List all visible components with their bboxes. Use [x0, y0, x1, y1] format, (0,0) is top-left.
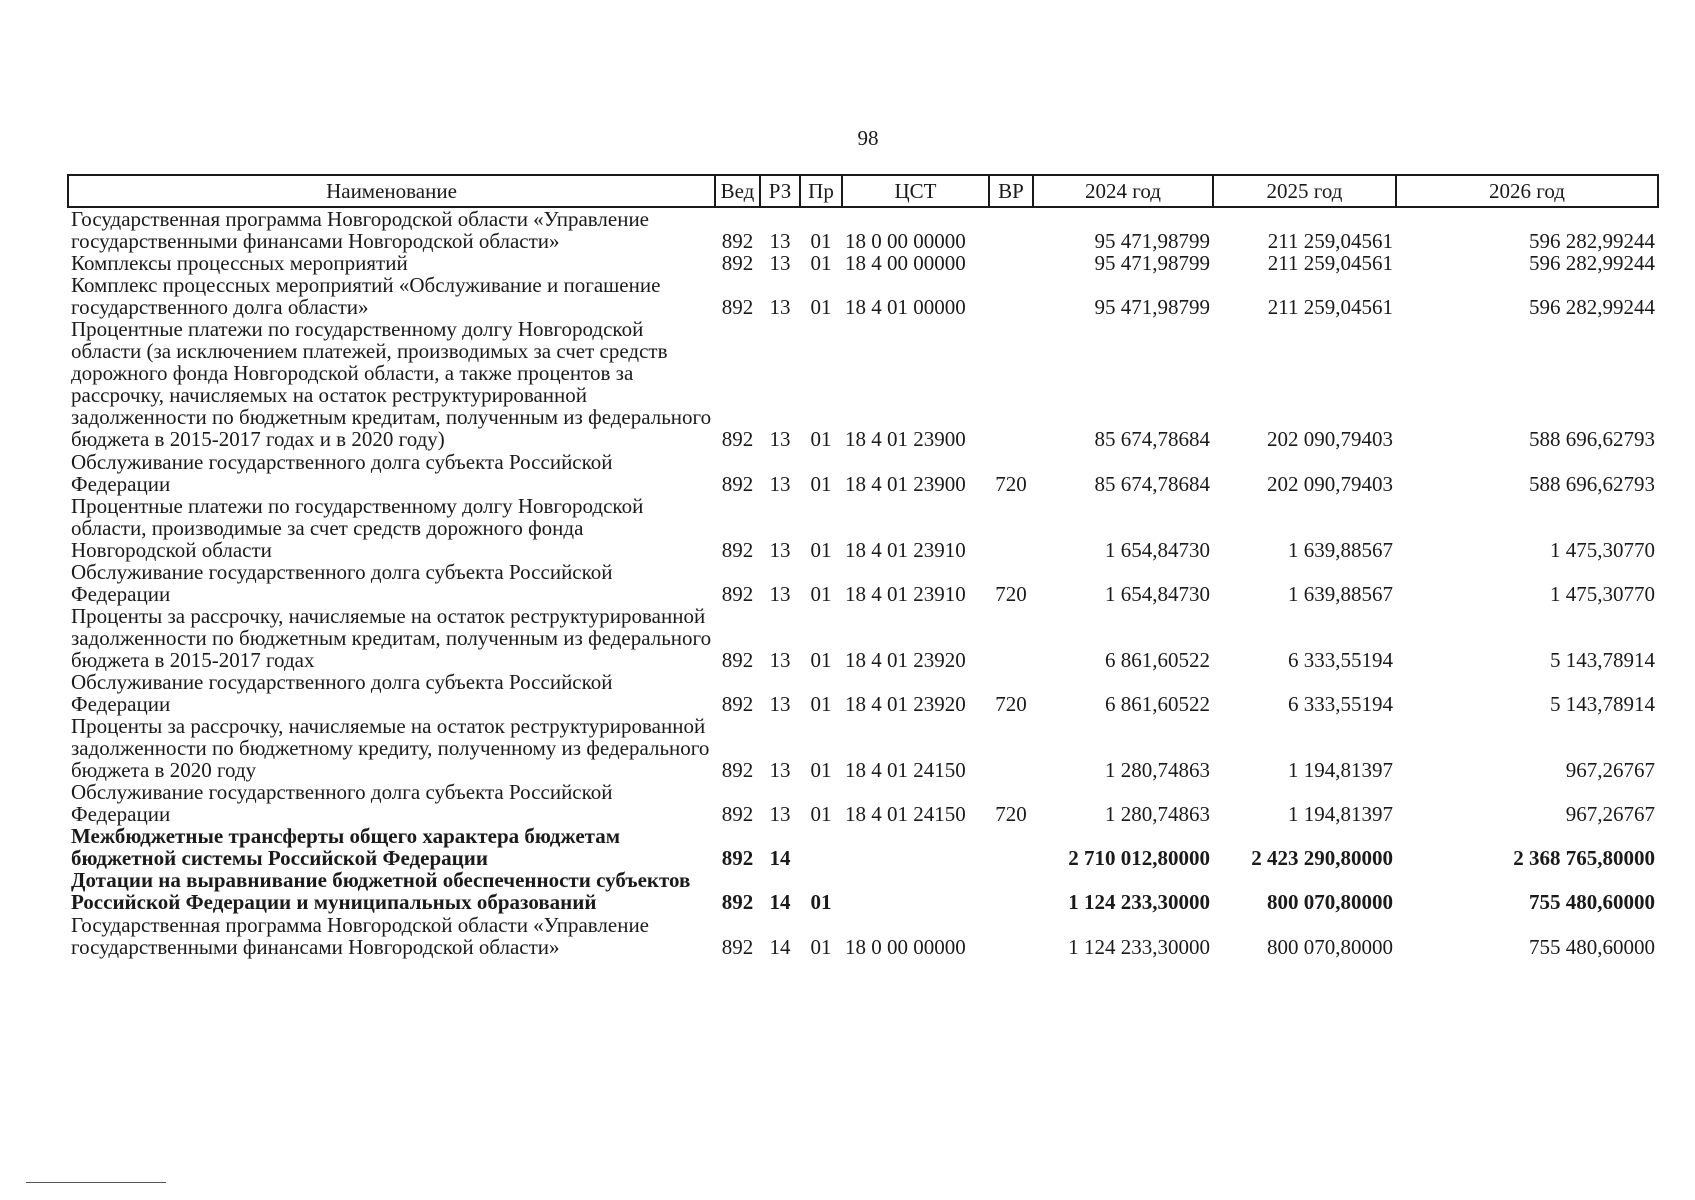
cell-y2025: 1 194,81397: [1288, 758, 1393, 783]
cell-y2025: 1 639,88567: [1288, 581, 1393, 606]
footer-divider: [26, 1182, 166, 1183]
cell-y2025: 1 639,88567: [1288, 537, 1393, 562]
cell-cst: 18 0 00 00000: [845, 229, 966, 254]
cell-cst: 18 4 00 00000: [845, 251, 966, 276]
cell-name: Обслуживание государственного долга субъекта Российской Федерации: [71, 780, 613, 827]
header-vr: ВР: [989, 175, 1033, 207]
header-ved: Вед: [715, 175, 760, 207]
cell-cst: [842, 825, 989, 869]
cell-y2025: 211 259,04561: [1267, 251, 1393, 276]
cell-rz: 13: [769, 537, 791, 562]
cell-name: Государственная программа Новгородской области «Управление государственными финансами Новгородской области»: [71, 912, 650, 959]
cell-cst: 18 4 01 23920: [845, 692, 966, 717]
budget-table: [67, 174, 1659, 958]
cell-y2026: 2 368 765,80000: [1513, 846, 1655, 871]
cell-cst: 18 4 01 24150: [845, 802, 966, 827]
cell-rz: 14: [769, 934, 791, 959]
table-row: [68, 605, 1658, 671]
cell-y2024: 1 280,74863: [1105, 802, 1210, 827]
table-row: [68, 207, 1658, 252]
table-row: [68, 715, 1658, 781]
cell-y2024: 95 471,98799: [1094, 295, 1210, 320]
cell-ved: 892: [721, 427, 754, 452]
cell-pr: 01: [810, 295, 832, 320]
cell-pr: 01: [810, 802, 832, 827]
cell-ved: 892: [721, 251, 754, 276]
cell-y2026: 588 696,62793: [1529, 427, 1655, 452]
cell-y2024: 1 280,74863: [1105, 758, 1210, 783]
cell-y2026: 5 143,78914: [1550, 692, 1655, 717]
cell-cst: 18 4 01 24150: [845, 758, 966, 783]
cell-vr: [989, 715, 1033, 781]
header-2026: 2026 год: [1396, 175, 1658, 207]
cell-pr: 01: [810, 758, 832, 783]
cell-pr: 01: [810, 692, 832, 717]
cell-y2024: 1 654,84730: [1105, 537, 1210, 562]
table-row: [68, 561, 1658, 605]
cell-rz: 13: [769, 427, 791, 452]
cell-ved: 892: [721, 647, 754, 672]
cell-name: Обслуживание государственного долга субъекта Российской Федерации: [71, 449, 613, 496]
cell-rz: 14: [769, 846, 791, 871]
cell-y2024: 85 674,78684: [1094, 471, 1210, 496]
header-cst: ЦСТ: [842, 175, 989, 207]
cell-vr: [989, 318, 1033, 450]
header-pr: Пр: [800, 175, 842, 207]
cell-y2026: 755 480,60000: [1529, 890, 1655, 915]
cell-y2025: 211 259,04561: [1267, 229, 1393, 254]
table-row: [68, 671, 1658, 715]
cell-y2025: 1 194,81397: [1288, 802, 1393, 827]
cell-pr: [800, 825, 842, 869]
cell-ved: 892: [721, 295, 754, 320]
cell-pr: 01: [810, 229, 832, 254]
header-rz: РЗ: [760, 175, 800, 207]
cell-y2024: 1 124 233,30000: [1068, 934, 1210, 959]
cell-pr: 01: [810, 427, 832, 452]
cell-y2025: 2 423 290,80000: [1251, 846, 1393, 871]
cell-y2026: 5 143,78914: [1550, 647, 1655, 672]
table-row: [68, 318, 1658, 450]
cell-cst: 18 4 01 23910: [845, 581, 966, 606]
cell-vr: [989, 495, 1033, 561]
cell-y2026: 1 475,30770: [1550, 581, 1655, 606]
cell-vr: [989, 207, 1033, 252]
cell-rz: 13: [769, 802, 791, 827]
cell-name: Обслуживание государственного долга субъекта Российской Федерации: [71, 669, 613, 717]
cell-name: Процентные платежи по государственному долгу Новгородской области (за исключением платежей, производимых за счет средств дорожного фонда Новгородской области, а также процентов за рассрочку, начисляемых на остаток реструктурированной задолженности по бюджетным кредитам, полученным из федерального бюджета в 2015-2017 годах и в 2020 году): [71, 317, 712, 452]
header-2024: 2024 год: [1033, 175, 1213, 207]
table-row: [68, 781, 1658, 825]
cell-y2024: 95 471,98799: [1094, 251, 1210, 276]
cell-pr: 01: [810, 537, 832, 562]
table-row: [68, 451, 1658, 495]
cell-name: Обслуживание государственного долга субъекта Российской Федерации: [71, 559, 613, 606]
cell-cst: 18 4 01 23900: [845, 471, 966, 496]
cell-y2026: 967,26767: [1565, 802, 1655, 827]
table-header-row: [68, 175, 1658, 207]
cell-ved: 892: [721, 471, 754, 496]
cell-vr: 720: [995, 692, 1027, 717]
table-row: [68, 825, 1658, 869]
cell-name: Межбюджетные трансферты общего характера бюджетам бюджетной системы Российской Федерации: [71, 824, 621, 871]
cell-pr: 01: [810, 581, 832, 606]
cell-pr: 01: [810, 251, 832, 276]
cell-vr: [989, 252, 1033, 274]
cell-ved: 892: [721, 692, 754, 717]
cell-rz: 13: [769, 581, 791, 606]
table-row: [68, 274, 1658, 318]
cell-ved: 892: [721, 537, 754, 562]
cell-y2024: 6 861,60522: [1105, 647, 1210, 672]
cell-name: Комплекс процессных мероприятий «Обслуживание и погашение государственного долга области»: [71, 273, 661, 320]
cell-ved: 892: [721, 846, 754, 871]
cell-y2026: 596 282,99244: [1529, 295, 1655, 320]
cell-y2024: 1 654,84730: [1105, 581, 1210, 606]
cell-vr: 720: [995, 581, 1027, 606]
cell-y2026: 596 282,99244: [1529, 251, 1655, 276]
page-number: 98: [857, 126, 879, 150]
cell-pr: 01: [810, 934, 832, 959]
header-2025: 2025 год: [1213, 175, 1396, 207]
cell-y2025: 800 070,80000: [1267, 934, 1393, 959]
cell-y2025: 202 090,79403: [1267, 427, 1393, 452]
cell-cst: 18 4 01 23900: [845, 427, 966, 452]
table-row: [68, 914, 1658, 958]
cell-y2026: 588 696,62793: [1529, 471, 1655, 496]
table-body: [68, 207, 1658, 958]
cell-name: Проценты за рассрочку, начисляемые на остаток реструктурированной задолженности по бюджетным кредитам, полученным из федерального бюджета в 2015-2017 годах: [71, 603, 712, 672]
cell-y2025: 211 259,04561: [1267, 295, 1393, 320]
cell-pr: 01: [810, 647, 832, 672]
cell-y2026: 967,26767: [1565, 758, 1655, 783]
cell-ved: 892: [721, 802, 754, 827]
cell-name: Дотации на выравнивание бюджетной обеспеченности субъектов Российской Федерации и муниципальных образований: [71, 868, 691, 915]
cell-y2025: 6 333,55194: [1288, 647, 1393, 672]
cell-rz: 13: [769, 295, 791, 320]
cell-y2025: 202 090,79403: [1267, 471, 1393, 496]
table-row: [68, 252, 1658, 274]
cell-cst: 18 4 01 00000: [845, 295, 966, 320]
cell-y2024: 1 124 233,30000: [1068, 890, 1210, 915]
cell-y2025: 6 333,55194: [1288, 692, 1393, 717]
cell-ved: 892: [721, 229, 754, 254]
cell-pr: 01: [810, 890, 832, 915]
cell-vr: [989, 825, 1033, 869]
cell-y2024: 85 674,78684: [1094, 427, 1210, 452]
cell-cst: 18 0 00 00000: [845, 934, 966, 959]
table-row: [68, 869, 1658, 913]
cell-y2025: 800 070,80000: [1267, 890, 1393, 915]
cell-vr: [989, 914, 1033, 958]
cell-y2024: 2 710 012,80000: [1068, 846, 1210, 871]
cell-name: Комплексы процессных мероприятий: [71, 251, 408, 276]
cell-vr: [989, 869, 1033, 913]
cell-y2026: 596 282,99244: [1529, 229, 1655, 254]
cell-y2026: 755 480,60000: [1529, 934, 1655, 959]
header-name: Наименование: [68, 175, 715, 207]
cell-ved: 892: [721, 934, 754, 959]
cell-rz: 13: [769, 692, 791, 717]
cell-vr: [989, 605, 1033, 671]
cell-y2024: 6 861,60522: [1105, 692, 1210, 717]
cell-vr: 720: [995, 802, 1027, 827]
cell-vr: 720: [995, 471, 1027, 496]
cell-y2026: 1 475,30770: [1550, 537, 1655, 562]
cell-rz: 13: [769, 647, 791, 672]
cell-cst: 18 4 01 23910: [845, 537, 966, 562]
cell-pr: 01: [810, 471, 832, 496]
cell-cst: 18 4 01 23920: [845, 647, 966, 672]
cell-rz: 13: [769, 229, 791, 254]
cell-name: Государственная программа Новгородской области «Управление государственными финансами Новгородской области»: [71, 207, 650, 254]
cell-ved: 892: [721, 890, 754, 915]
cell-cst: [842, 869, 989, 913]
cell-y2024: 95 471,98799: [1094, 229, 1210, 254]
cell-name: Процентные платежи по государственному долгу Новгородской области, производимые за счет средств дорожного фонда Новгородской области: [71, 493, 644, 562]
cell-vr: [989, 274, 1033, 318]
table-row: [68, 495, 1658, 561]
cell-ved: 892: [721, 758, 754, 783]
cell-name: Проценты за рассрочку, начисляемые на остаток реструктурированной задолженности по бюджетному кредиту, полученному из федерального бюджета в 2020 году: [71, 714, 710, 783]
cell-rz: 13: [769, 251, 791, 276]
cell-rz: 13: [769, 758, 791, 783]
cell-rz: 14: [769, 890, 791, 915]
cell-ved: 892: [721, 581, 754, 606]
cell-rz: 13: [769, 471, 791, 496]
